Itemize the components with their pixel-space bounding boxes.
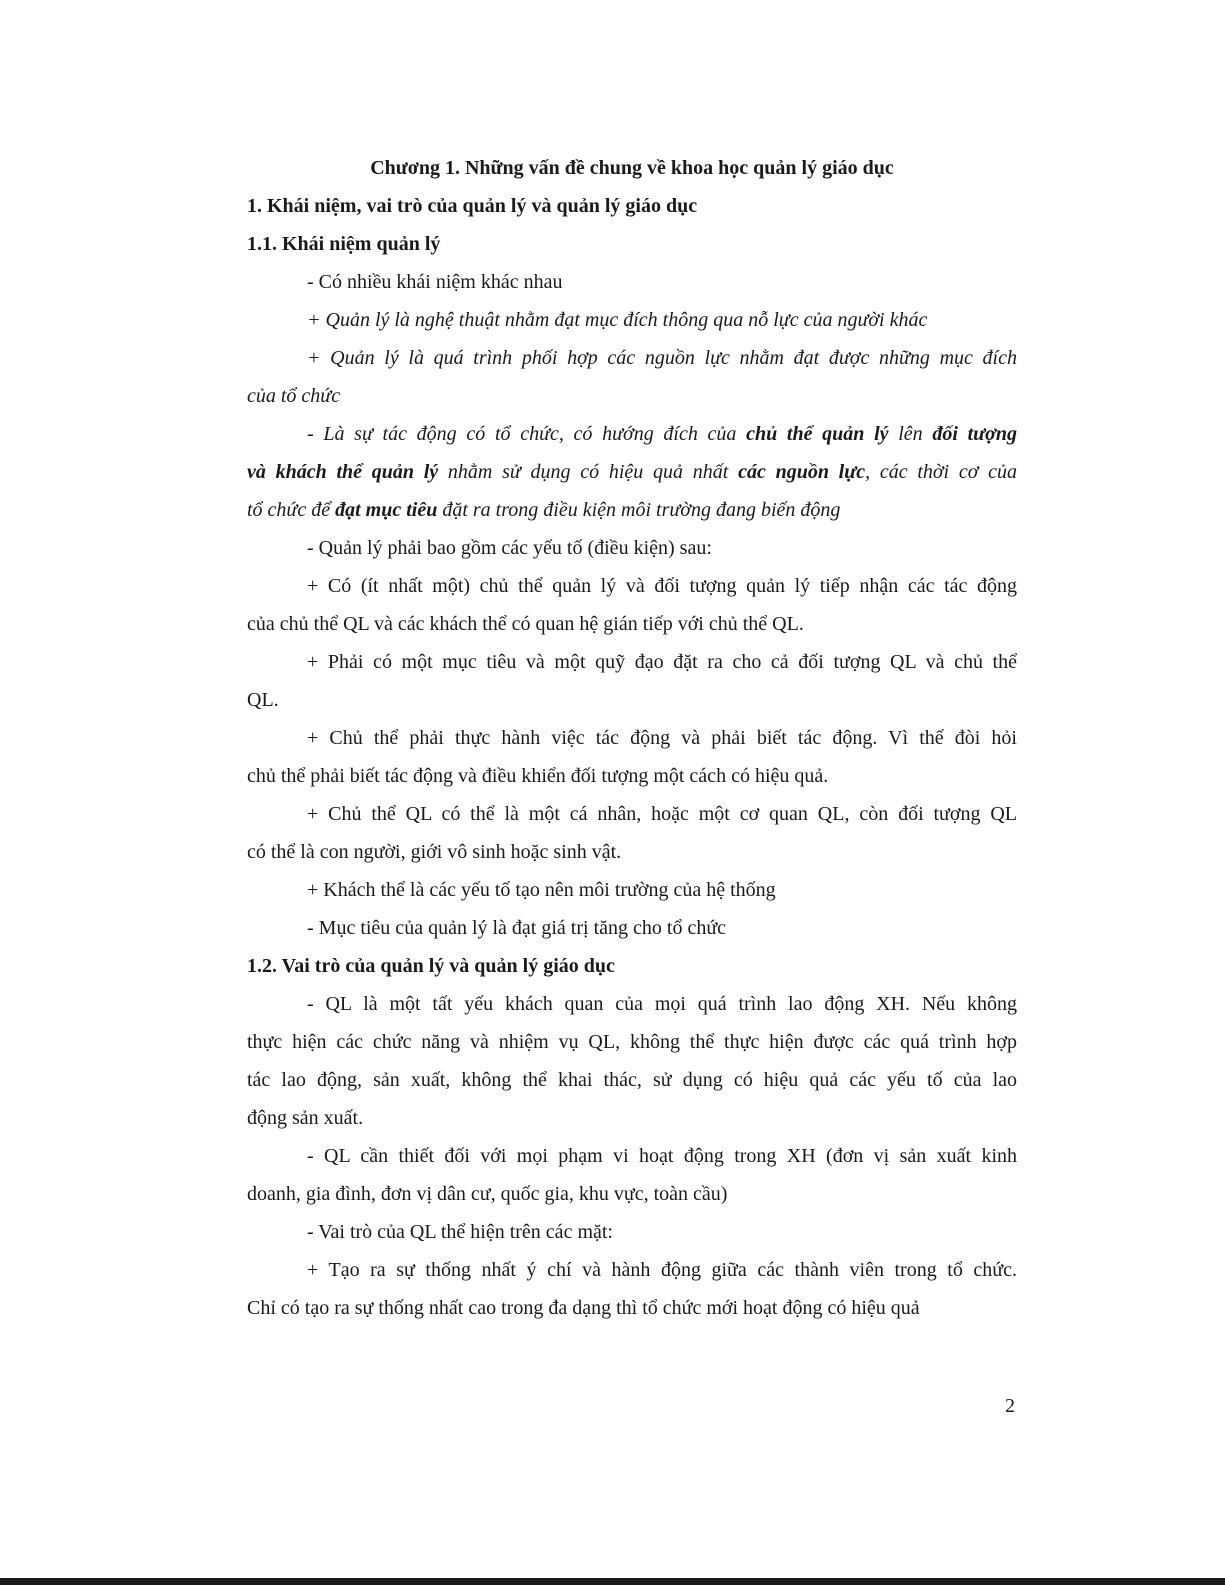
paragraph-line: + Tạo ra sự thống nhất ý chí và hành động giữa các thành viên trong tổ chức. (307, 1259, 1017, 1281)
paragraph-line: + Chủ thể phải thực hành việc tác động và phải biết tác động. Vì thế đòi hỏi (307, 727, 1017, 749)
paragraph-line: - Mục tiêu của quản lý là đạt giá trị tăng cho tổ chức (307, 917, 727, 939)
page-number: 2 (1005, 1395, 1015, 1417)
paragraph-line (247, 453, 1017, 491)
paragraph-line (247, 415, 1017, 453)
bold-term: và khách thể quản lý (247, 461, 439, 483)
paragraph-line: - Có nhiều khái niệm khác nhau (307, 271, 563, 293)
bold-term: đạt mục tiêu (335, 499, 438, 521)
section-heading-1-2: 1.2. Vai trò của quản lý và quản lý giáo dục (247, 955, 615, 977)
paragraph-line: + Quản lý là quá trình phối hợp các nguồn lực nhằm đạt được những mục đích (307, 347, 1017, 369)
paragraph-line: + Khách thể là các yếu tố tạo nên môi trường của hệ thống (307, 879, 776, 901)
text-run: đặt ra trong điều kiện môi trường đang biến động (437, 499, 841, 521)
bottom-border (0, 1578, 1225, 1585)
paragraph-line: + Có (ít nhất một) chủ thể quản lý và đối tượng quản lý tiếp nhận các tác động (307, 575, 1017, 597)
text-run: , các thời cơ của (865, 461, 1017, 483)
paragraph-line: chủ thể phải biết tác động và điều khiển đối tượng một cách có hiệu quả. (247, 765, 829, 787)
paragraph-line: - Quản lý phải bao gồm các yếu tố (điều kiện) sau: (307, 537, 712, 559)
paragraph-line: + Chủ thể QL có thể là một cá nhân, hoặc một cơ quan QL, còn đối tượng QL (307, 803, 1017, 825)
paragraph-line: doanh, gia đình, đơn vị dân cư, quốc gia, khu vực, toàn cầu) (247, 1183, 728, 1205)
paragraph-line: của chủ thể QL và các khách thể có quan hệ gián tiếp với chủ thể QL. (247, 613, 804, 635)
text-run: tổ chức để (247, 499, 336, 521)
paragraph-line: QL. (247, 689, 279, 711)
text-run: - Là sự tác động có tổ chức, có hướng đích của (307, 423, 747, 445)
paragraph-line: động sản xuất. (247, 1107, 364, 1129)
section-heading-1-1: 1.1. Khái niệm quản lý (247, 233, 441, 255)
paragraph-line: thực hiện các chức năng và nhiệm vụ QL, không thể thực hiện được các quá trình hợp (247, 1031, 1017, 1053)
paragraph-line: + Phải có một mục tiêu và một quỹ đạo đặt ra cho cả đối tượng QL và chủ thể (307, 651, 1017, 673)
paragraph-line (247, 491, 1017, 529)
bold-term: chủ thể quản lý (746, 423, 889, 445)
paragraph-line: Chỉ có tạo ra sự thống nhất cao trong đa dạng thì tổ chức mới hoạt động có hiệu quả (247, 1297, 920, 1319)
document-body (247, 149, 1017, 1327)
paragraph-line: của tổ chức (247, 385, 341, 407)
paragraph-line: tác lao động, sản xuất, không thể khai thác, sử dụng có hiệu quả các yếu tố của lao (247, 1069, 1017, 1091)
paragraph-line: - QL cần thiết đối với mọi phạm vi hoạt động trong XH (đơn vị sản xuất kinh (307, 1145, 1017, 1167)
bold-term: các nguồn lực (738, 461, 866, 483)
text-run: nhằm sử dụng có hiệu quả nhất (438, 461, 739, 483)
paragraph-line: + Quản lý là nghệ thuật nhằm đạt mục đích thông qua nỗ lực của người khác (307, 309, 928, 331)
text-run: lên (888, 423, 933, 445)
paragraph-line: có thể là con người, giới vô sinh hoặc sinh vật. (247, 841, 622, 863)
paragraph-line: - QL là một tất yếu khách quan của mọi quá trình lao động XH. Nếu không (307, 993, 1017, 1015)
bold-term: đối tượng (932, 423, 1018, 445)
paragraph-line: - Vai trò của QL thể hiện trên các mặt: (307, 1221, 613, 1243)
chapter-title: Chương 1. Những vấn đề chung về khoa học quản lý giáo dục (370, 157, 894, 179)
section-heading-1: 1. Khái niệm, vai trò của quản lý và quản lý giáo dục (247, 195, 698, 217)
